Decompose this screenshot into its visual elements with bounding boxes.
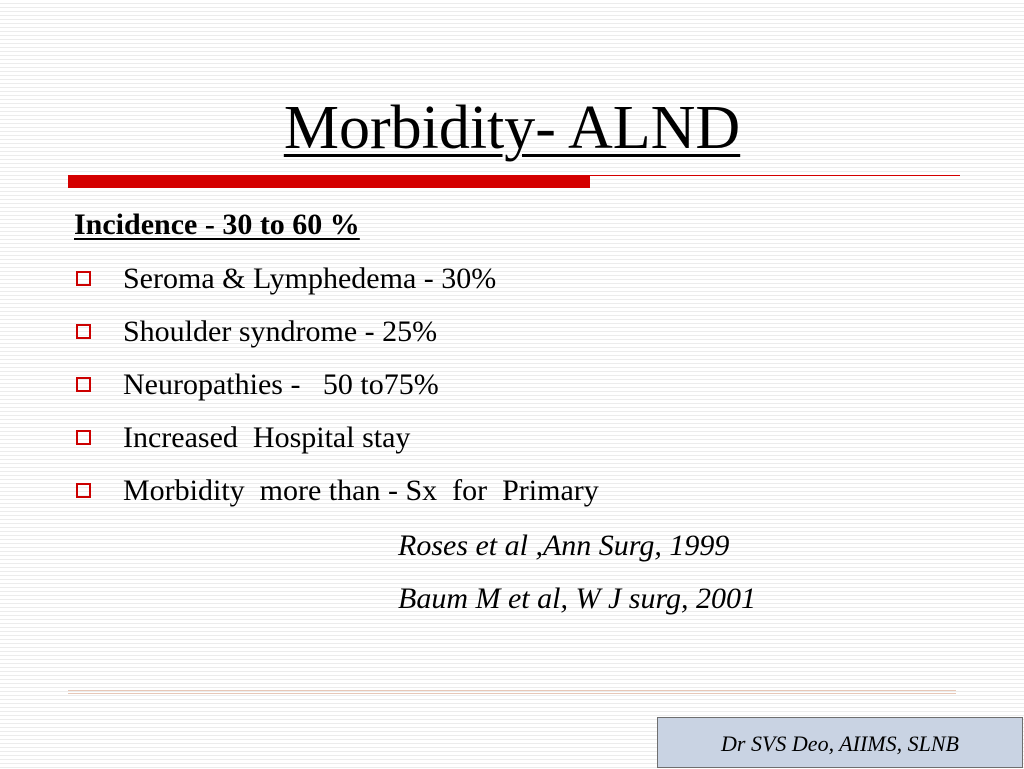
bullet-text: Neuropathies - 50 to75%	[123, 368, 439, 401]
list-item	[76, 418, 599, 471]
bullet-text: Seroma & Lymphedema - 30%	[123, 262, 497, 295]
reference-citation: Baum M et al, W J surg, 2001	[398, 582, 757, 615]
list-item	[76, 312, 599, 365]
list-item	[76, 365, 599, 418]
list-item	[76, 259, 599, 312]
bullet-list	[76, 259, 599, 524]
square-bullet-icon	[76, 271, 91, 286]
footer-divider	[68, 693, 956, 694]
footer-author-box: Dr SVS Deo, AIIMS, SLNB	[657, 717, 1023, 768]
reference-citation: Roses et al ,Ann Surg, 1999	[398, 529, 730, 562]
bullet-text: Shoulder syndrome - 25%	[123, 315, 438, 348]
footer-divider	[68, 690, 956, 691]
incidence-heading: Incidence - 30 to 60 %	[74, 208, 360, 241]
bullet-text: Increased Hospital stay	[123, 421, 411, 454]
square-bullet-icon	[76, 430, 91, 445]
square-bullet-icon	[76, 324, 91, 339]
title-underline-thin-line	[590, 175, 960, 176]
square-bullet-icon	[76, 377, 91, 392]
bullet-text: Morbidity more than - Sx for Primary	[123, 474, 599, 507]
list-item	[76, 471, 599, 524]
square-bullet-icon	[76, 483, 91, 498]
title-underline-thick-bar	[68, 175, 590, 188]
slide-title: Morbidity- ALND	[283, 94, 741, 162]
